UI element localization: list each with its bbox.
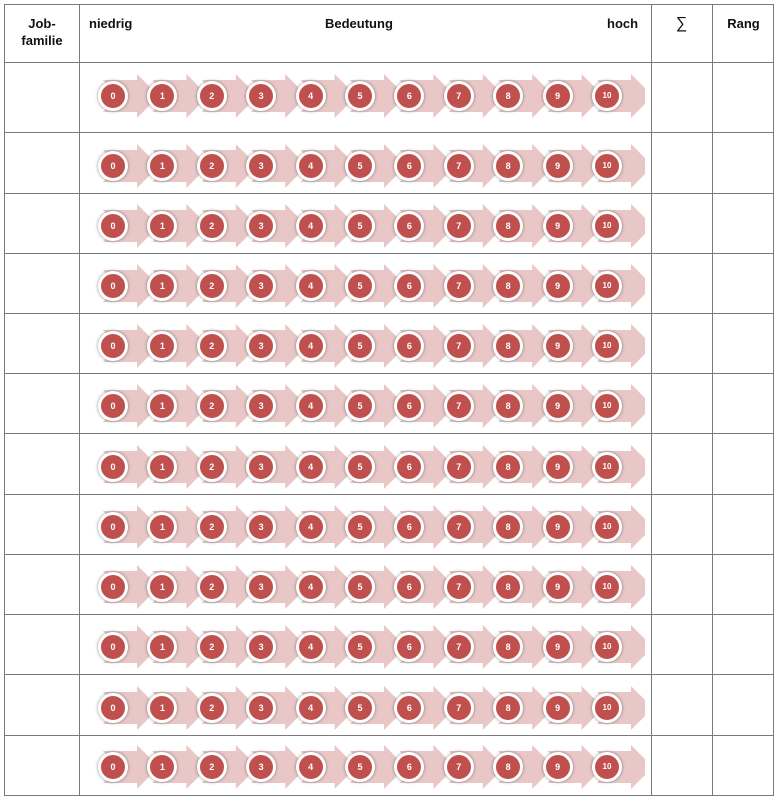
table-row xyxy=(5,133,773,194)
rank-cell[interactable] xyxy=(712,675,775,735)
scale-dot-0[interactable]: 0 xyxy=(98,452,128,482)
sum-cell[interactable] xyxy=(651,374,712,433)
rank-cell[interactable] xyxy=(712,555,775,614)
scale-dot-6[interactable]: 6 xyxy=(394,572,424,602)
scale-dot-2[interactable]: 2 xyxy=(197,512,227,542)
scale-dot-3[interactable]: 3 xyxy=(246,151,276,181)
rating-scale xyxy=(93,625,645,669)
scale-dot-7[interactable]: 7 xyxy=(444,81,474,111)
scale-dot-9[interactable]: 9 xyxy=(543,331,573,361)
scale-dot-10[interactable]: 10 xyxy=(592,391,622,421)
rank-cell[interactable] xyxy=(712,495,775,554)
scale-dot-2[interactable]: 2 xyxy=(197,331,227,361)
scale-dot-1[interactable]: 1 xyxy=(147,151,177,181)
table-row xyxy=(5,615,773,675)
scale-dot-4[interactable]: 4 xyxy=(296,693,326,723)
rating-scale xyxy=(93,204,645,248)
job-family-cell[interactable] xyxy=(5,736,79,794)
table-row xyxy=(5,555,773,615)
rating-scale xyxy=(93,505,645,549)
scale-dot-1[interactable]: 1 xyxy=(147,512,177,542)
sum-cell[interactable] xyxy=(651,314,712,373)
scale-dot-2[interactable]: 2 xyxy=(197,693,227,723)
scale-dot-1[interactable]: 1 xyxy=(147,452,177,482)
scale-dot-4[interactable]: 4 xyxy=(296,452,326,482)
scale-dot-6[interactable]: 6 xyxy=(394,693,424,723)
scale-dot-0[interactable]: 0 xyxy=(98,632,128,662)
header-job-family xyxy=(5,5,79,62)
scale-dot-0[interactable]: 0 xyxy=(98,271,128,301)
table-row xyxy=(5,374,773,434)
rating-scale xyxy=(93,384,645,428)
header-rank: Rang xyxy=(727,16,760,31)
scale-dot-1[interactable]: 1 xyxy=(147,693,177,723)
job-family-cell[interactable] xyxy=(5,374,79,433)
scale-dot-6[interactable]: 6 xyxy=(394,81,424,111)
scale-dot-7[interactable]: 7 xyxy=(444,572,474,602)
sum-cell[interactable] xyxy=(651,555,712,614)
table-row xyxy=(5,434,773,495)
scale-dot-6[interactable]: 6 xyxy=(394,151,424,181)
job-family-cell[interactable] xyxy=(5,63,79,132)
scale-dot-6[interactable]: 6 xyxy=(394,512,424,542)
scale-dot-10[interactable]: 10 xyxy=(592,512,622,542)
scale-dot-9[interactable]: 9 xyxy=(543,632,573,662)
scale-dot-8[interactable]: 8 xyxy=(493,752,523,782)
scale-dot-8[interactable]: 8 xyxy=(493,391,523,421)
scale-dot-9[interactable]: 9 xyxy=(543,81,573,111)
header-job-line2: familie xyxy=(21,33,63,48)
scale-dot-9[interactable]: 9 xyxy=(543,752,573,782)
scale-dot-9[interactable]: 9 xyxy=(543,211,573,241)
scale-dot-4[interactable]: 4 xyxy=(296,331,326,361)
scale-dot-5[interactable]: 5 xyxy=(345,572,375,602)
scale-dot-0[interactable]: 0 xyxy=(98,572,128,602)
scale-dot-1[interactable]: 1 xyxy=(147,391,177,421)
scale-dot-3[interactable]: 3 xyxy=(246,331,276,361)
sum-cell[interactable] xyxy=(651,133,712,193)
scale-dot-6[interactable]: 6 xyxy=(394,752,424,782)
scale-dot-2[interactable]: 2 xyxy=(197,81,227,111)
job-family-cell[interactable] xyxy=(5,133,79,193)
scale-dot-8[interactable]: 8 xyxy=(493,632,523,662)
scale-dot-6[interactable]: 6 xyxy=(394,452,424,482)
scale-dot-9[interactable]: 9 xyxy=(543,271,573,301)
scale-dot-4[interactable]: 4 xyxy=(296,391,326,421)
table-row xyxy=(5,254,773,314)
sum-cell[interactable] xyxy=(651,495,712,554)
scale-dot-4[interactable]: 4 xyxy=(296,81,326,111)
sum-cell[interactable] xyxy=(651,675,712,735)
scale-dot-7[interactable]: 7 xyxy=(444,752,474,782)
scale-dot-2[interactable]: 2 xyxy=(197,391,227,421)
scale-dot-5[interactable]: 5 xyxy=(345,452,375,482)
scale-dot-6[interactable]: 6 xyxy=(394,271,424,301)
job-family-cell[interactable] xyxy=(5,615,79,674)
rating-scale xyxy=(93,324,645,368)
sum-cell[interactable] xyxy=(651,736,712,794)
scale-dot-9[interactable]: 9 xyxy=(543,572,573,602)
scale-dot-3[interactable]: 3 xyxy=(246,452,276,482)
job-family-cell[interactable] xyxy=(5,434,79,494)
job-family-cell[interactable] xyxy=(5,194,79,253)
scale-dot-4[interactable]: 4 xyxy=(296,572,326,602)
rating-scale xyxy=(93,686,645,730)
scale-dot-4[interactable]: 4 xyxy=(296,211,326,241)
scale-dot-10[interactable]: 10 xyxy=(592,452,622,482)
job-family-cell[interactable] xyxy=(5,555,79,614)
scale-dot-7[interactable]: 7 xyxy=(444,632,474,662)
scale-dot-1[interactable]: 1 xyxy=(147,752,177,782)
job-family-cell[interactable] xyxy=(5,495,79,554)
table-row xyxy=(5,675,773,736)
scale-dot-9[interactable]: 9 xyxy=(543,693,573,723)
scale-dot-7[interactable]: 7 xyxy=(444,391,474,421)
scale-dot-7[interactable]: 7 xyxy=(444,512,474,542)
scale-dot-2[interactable]: 2 xyxy=(197,211,227,241)
scale-dot-4[interactable]: 4 xyxy=(296,512,326,542)
scale-dot-8[interactable]: 8 xyxy=(493,81,523,111)
scale-dot-8[interactable]: 8 xyxy=(493,331,523,361)
scale-dot-5[interactable]: 5 xyxy=(345,391,375,421)
rating-scale xyxy=(93,565,645,609)
scale-dot-2[interactable]: 2 xyxy=(197,752,227,782)
column-divider xyxy=(651,5,652,795)
scale-dot-6[interactable]: 6 xyxy=(394,211,424,241)
rating-scale xyxy=(93,745,645,789)
scale-dot-7[interactable]: 7 xyxy=(444,693,474,723)
job-family-cell[interactable] xyxy=(5,254,79,313)
scale-dot-5[interactable]: 5 xyxy=(345,752,375,782)
scale-dot-6[interactable]: 6 xyxy=(394,331,424,361)
scale-dot-5[interactable]: 5 xyxy=(345,693,375,723)
scale-dot-5[interactable]: 5 xyxy=(345,271,375,301)
scale-dot-10[interactable]: 10 xyxy=(592,693,622,723)
scale-dot-10[interactable]: 10 xyxy=(592,151,622,181)
scale-dot-8[interactable]: 8 xyxy=(493,151,523,181)
scale-dot-3[interactable]: 3 xyxy=(246,211,276,241)
rank-cell[interactable] xyxy=(712,194,775,253)
scale-dot-9[interactable]: 9 xyxy=(543,151,573,181)
scale-dot-3[interactable]: 3 xyxy=(246,693,276,723)
header-low: niedrig xyxy=(89,16,133,31)
scale-dot-7[interactable]: 7 xyxy=(444,331,474,361)
scale-dot-8[interactable]: 8 xyxy=(493,693,523,723)
scale-dot-5[interactable]: 5 xyxy=(345,211,375,241)
scale-dot-3[interactable]: 3 xyxy=(246,752,276,782)
scale-dot-0[interactable]: 0 xyxy=(98,331,128,361)
scale-dot-8[interactable]: 8 xyxy=(493,572,523,602)
column-divider xyxy=(712,5,713,795)
scale-dot-3[interactable]: 3 xyxy=(246,81,276,111)
scale-dot-6[interactable]: 6 xyxy=(394,391,424,421)
scale-dot-4[interactable]: 4 xyxy=(296,151,326,181)
scale-dot-3[interactable]: 3 xyxy=(246,632,276,662)
scale-dot-8[interactable]: 8 xyxy=(493,512,523,542)
scale-dot-5[interactable]: 5 xyxy=(345,81,375,111)
scale-dot-3[interactable]: 3 xyxy=(246,572,276,602)
scale-dot-1[interactable]: 1 xyxy=(147,81,177,111)
scale-dot-1[interactable]: 1 xyxy=(147,632,177,662)
rank-cell[interactable] xyxy=(712,133,775,193)
scale-dot-0[interactable]: 0 xyxy=(98,693,128,723)
scale-dot-10[interactable]: 10 xyxy=(592,211,622,241)
scale-dot-10[interactable]: 10 xyxy=(592,752,622,782)
table-header xyxy=(5,5,773,63)
scale-dot-9[interactable]: 9 xyxy=(543,391,573,421)
scale-dot-0[interactable]: 0 xyxy=(98,211,128,241)
scale-dot-4[interactable]: 4 xyxy=(296,752,326,782)
header-job-line1: Job- xyxy=(28,16,56,31)
rating-scale xyxy=(93,445,645,489)
scale-dot-8[interactable]: 8 xyxy=(493,452,523,482)
scale-dot-2[interactable]: 2 xyxy=(197,452,227,482)
scale-dot-7[interactable]: 7 xyxy=(444,452,474,482)
scale-dot-9[interactable]: 9 xyxy=(543,512,573,542)
sum-cell[interactable] xyxy=(651,254,712,313)
scale-dot-7[interactable]: 7 xyxy=(444,271,474,301)
scale-dot-6[interactable]: 6 xyxy=(394,632,424,662)
scale-dot-9[interactable]: 9 xyxy=(543,452,573,482)
scale-dot-4[interactable]: 4 xyxy=(296,632,326,662)
job-family-cell[interactable] xyxy=(5,675,79,735)
sum-cell[interactable] xyxy=(651,615,712,674)
sum-cell[interactable] xyxy=(651,434,712,494)
scale-dot-2[interactable]: 2 xyxy=(197,632,227,662)
scale-dot-0[interactable]: 0 xyxy=(98,391,128,421)
scale-dot-1[interactable]: 1 xyxy=(147,331,177,361)
scale-dot-10[interactable]: 10 xyxy=(592,81,622,111)
job-family-cell[interactable] xyxy=(5,314,79,373)
sum-cell[interactable] xyxy=(651,63,712,132)
rank-cell[interactable] xyxy=(712,374,775,433)
scale-dot-1[interactable]: 1 xyxy=(147,211,177,241)
rating-table xyxy=(4,4,774,796)
rank-cell[interactable] xyxy=(712,254,775,313)
scale-dot-0[interactable]: 0 xyxy=(98,752,128,782)
table-row xyxy=(5,495,773,555)
scale-dot-2[interactable]: 2 xyxy=(197,572,227,602)
scale-dot-10[interactable]: 10 xyxy=(592,331,622,361)
sum-cell[interactable] xyxy=(651,194,712,253)
scale-dot-10[interactable]: 10 xyxy=(592,632,622,662)
scale-dot-0[interactable]: 0 xyxy=(98,512,128,542)
header-sum: ∑ xyxy=(675,15,688,32)
table-row xyxy=(5,736,773,794)
rating-scale xyxy=(93,264,645,308)
table-row xyxy=(5,194,773,254)
scale-dot-10[interactable]: 10 xyxy=(592,271,622,301)
table-row xyxy=(5,63,773,133)
column-divider xyxy=(79,5,80,795)
scale-dot-5[interactable]: 5 xyxy=(345,632,375,662)
scale-dot-3[interactable]: 3 xyxy=(246,391,276,421)
table-row xyxy=(5,314,773,374)
scale-dot-7[interactable]: 7 xyxy=(444,211,474,241)
rating-scale xyxy=(93,144,645,188)
scale-dot-8[interactable]: 8 xyxy=(493,211,523,241)
scale-dot-3[interactable]: 3 xyxy=(246,512,276,542)
scale-dot-5[interactable]: 5 xyxy=(345,151,375,181)
scale-dot-5[interactable]: 5 xyxy=(345,331,375,361)
rank-cell[interactable] xyxy=(712,434,775,494)
scale-dot-0[interactable]: 0 xyxy=(98,81,128,111)
rank-cell[interactable] xyxy=(712,615,775,674)
scale-dot-1[interactable]: 1 xyxy=(147,572,177,602)
header-high: hoch xyxy=(607,16,639,31)
scale-dot-3[interactable]: 3 xyxy=(246,271,276,301)
header-meaning: Bedeutung xyxy=(325,16,393,31)
scale-dot-8[interactable]: 8 xyxy=(493,271,523,301)
scale-dot-0[interactable]: 0 xyxy=(98,151,128,181)
rank-cell[interactable] xyxy=(712,314,775,373)
scale-dot-7[interactable]: 7 xyxy=(444,151,474,181)
scale-dot-4[interactable]: 4 xyxy=(296,271,326,301)
rating-scale xyxy=(93,74,645,118)
scale-dot-1[interactable]: 1 xyxy=(147,271,177,301)
rank-cell[interactable] xyxy=(712,63,775,132)
scale-dot-2[interactable]: 2 xyxy=(197,151,227,181)
rank-cell[interactable] xyxy=(712,736,775,794)
scale-dot-10[interactable]: 10 xyxy=(592,572,622,602)
scale-dot-2[interactable]: 2 xyxy=(197,271,227,301)
scale-dot-5[interactable]: 5 xyxy=(345,512,375,542)
